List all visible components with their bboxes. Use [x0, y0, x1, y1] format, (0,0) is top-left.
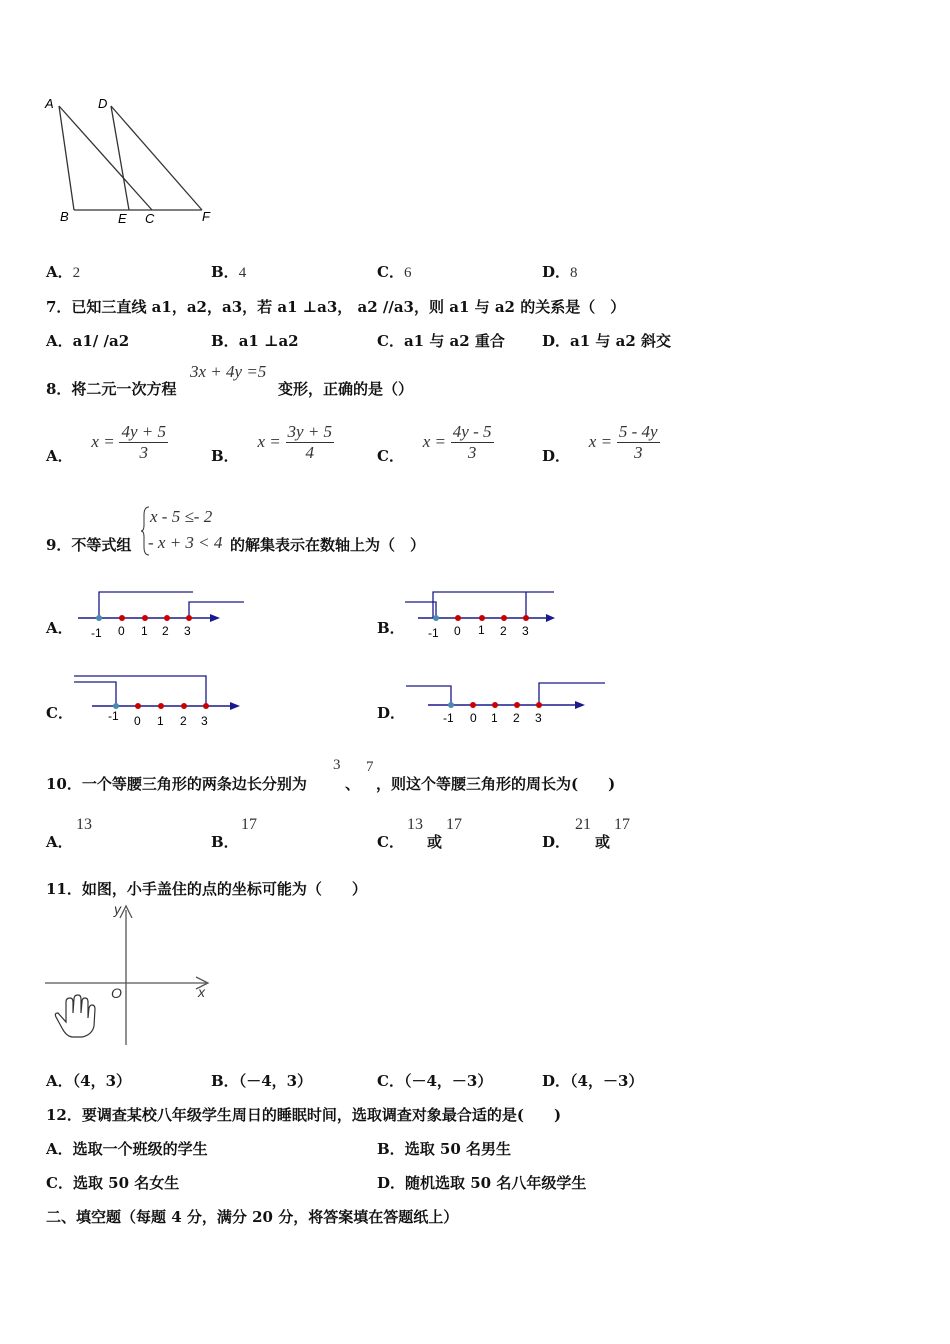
y-axis-label: y	[114, 901, 121, 917]
number-line-b[interactable]	[400, 585, 565, 645]
q8-equation: 3x + 4y =5	[190, 362, 267, 381]
q6-option-b[interactable]: B．4	[211, 263, 247, 281]
tick-label: 3	[522, 624, 529, 638]
tick-label: 0	[470, 711, 477, 725]
q9-option-b-label[interactable]: B．	[377, 619, 405, 637]
q12-stem: 12．要调查某校八年级学生周日的睡眠时间，选取调查对象最合适的是( )	[46, 1106, 562, 1124]
q10-stem-a: 10．一个等腰三角形的两条边长分别为	[46, 775, 307, 793]
q10-option-c[interactable]: C． 13 或 17	[377, 816, 462, 851]
q11-option-c[interactable]: C．（－4，－3）	[377, 1072, 493, 1090]
q10-separator: 、	[345, 775, 361, 793]
q8-prefix: 8．将二元一次方程	[46, 380, 177, 398]
q8-option-d[interactable]: D． x = $\frac{5 - 4y}{3}$	[542, 422, 658, 465]
q10-side-1: 3	[333, 757, 341, 773]
q9-suffix: 的解集表示在数轴上为（ ）	[230, 536, 426, 554]
q9-ineq-2: - x + 3 < 4	[148, 533, 223, 552]
tick-label: 0	[118, 624, 125, 638]
tick-label: 2	[513, 711, 520, 725]
tick-label: -1	[91, 626, 102, 640]
tick-label: 2	[500, 624, 507, 638]
vertex-label-c: C	[145, 211, 155, 226]
hand-icon	[55, 995, 95, 1037]
number-line-d[interactable]	[400, 672, 610, 732]
q8-option-c[interactable]: C． x = $\frac{4y - 5}{3}$	[377, 422, 492, 465]
q9-option-a-label[interactable]: A．	[46, 619, 73, 637]
section-title: 二、填空题（每题 4 分，满分 20 分，将答案填在答题纸上）	[46, 1208, 459, 1226]
q12-option-c[interactable]: C．选取 50 名女生	[46, 1174, 180, 1192]
q10-side-2: 7	[366, 759, 374, 775]
q11-option-b[interactable]: B．（－4，3）	[211, 1072, 313, 1090]
q7-option-c[interactable]: C．a1 与 a2 重合	[377, 332, 505, 350]
q6-option-c[interactable]: C．6	[377, 263, 412, 281]
q10-stem-b: ，则这个等腰三角形的周长为( )	[376, 775, 616, 793]
tick-label: 1	[491, 711, 498, 725]
q6-option-a[interactable]: A．2	[46, 263, 81, 281]
origin-label: O	[111, 985, 122, 1001]
vertex-label-a: A	[45, 96, 54, 111]
q8-option-b[interactable]: B． x = $\frac{3y + 5}{4}$	[211, 422, 333, 465]
q11-stem: 11．如图，小手盖住的点的坐标可能为（ ）	[46, 880, 367, 898]
vertex-label-b: B	[60, 209, 69, 224]
q12-option-b[interactable]: B．选取 50 名男生	[377, 1140, 512, 1158]
q7-option-a[interactable]: A．a1/ /a2	[46, 332, 130, 350]
tick-label: 2	[162, 624, 169, 638]
q12-option-d[interactable]: D．随机选取 50 名八年级学生	[377, 1174, 587, 1192]
q7-option-b[interactable]: B．a1 ⊥a2	[211, 332, 299, 350]
tick-label: -1	[108, 709, 119, 723]
tick-label: 1	[141, 624, 148, 638]
q6-option-d[interactable]: D．8	[542, 263, 578, 281]
q12-option-a[interactable]: A．选取一个班级的学生	[46, 1140, 208, 1158]
x-axis-label: x	[198, 984, 205, 1000]
q9-option-d-label[interactable]: D．	[377, 704, 406, 722]
q10-option-d[interactable]: D． 21 或 17	[542, 816, 630, 851]
tick-label: -1	[428, 626, 439, 640]
number-line-a[interactable]	[70, 585, 255, 645]
q7-option-d[interactable]: D．a1 与 a2 斜交	[542, 332, 671, 350]
tick-label: 1	[478, 623, 485, 637]
triangle-figure	[40, 92, 230, 232]
tick-label: 0	[454, 624, 461, 638]
q9-option-c-label[interactable]: C．	[46, 704, 73, 722]
number-line-c[interactable]	[70, 672, 250, 732]
vertex-label-f: F	[202, 209, 210, 224]
coordinate-figure	[40, 900, 220, 1050]
q8-suffix: 变形，正确的是（）	[278, 380, 414, 398]
q11-option-a[interactable]: A．（4，3）	[46, 1072, 132, 1090]
tick-label: 3	[184, 624, 191, 638]
tick-label: 1	[157, 714, 164, 728]
vertex-label-e: E	[118, 211, 127, 226]
q11-option-d[interactable]: D．（4，－3）	[542, 1072, 644, 1090]
tick-label: 3	[535, 711, 542, 725]
tick-label: 3	[201, 714, 208, 728]
tick-label: -1	[443, 711, 454, 725]
vertex-label-d: D	[98, 96, 108, 111]
q9-ineq-1: x - 5 ≤- 2	[150, 507, 213, 526]
q7-stem: 7．已知三直线 a1，a2，a3，若 a1 ⊥a3， a2 //a3，则 a1 与 a2 的关系是（ ）	[46, 298, 626, 316]
q8-option-a[interactable]: A． x = $\frac{4y + 5}{3}$	[46, 422, 167, 465]
tick-label: 2	[180, 714, 187, 728]
tick-label: 0	[134, 714, 141, 728]
q9-prefix: 9．不等式组	[46, 536, 132, 554]
